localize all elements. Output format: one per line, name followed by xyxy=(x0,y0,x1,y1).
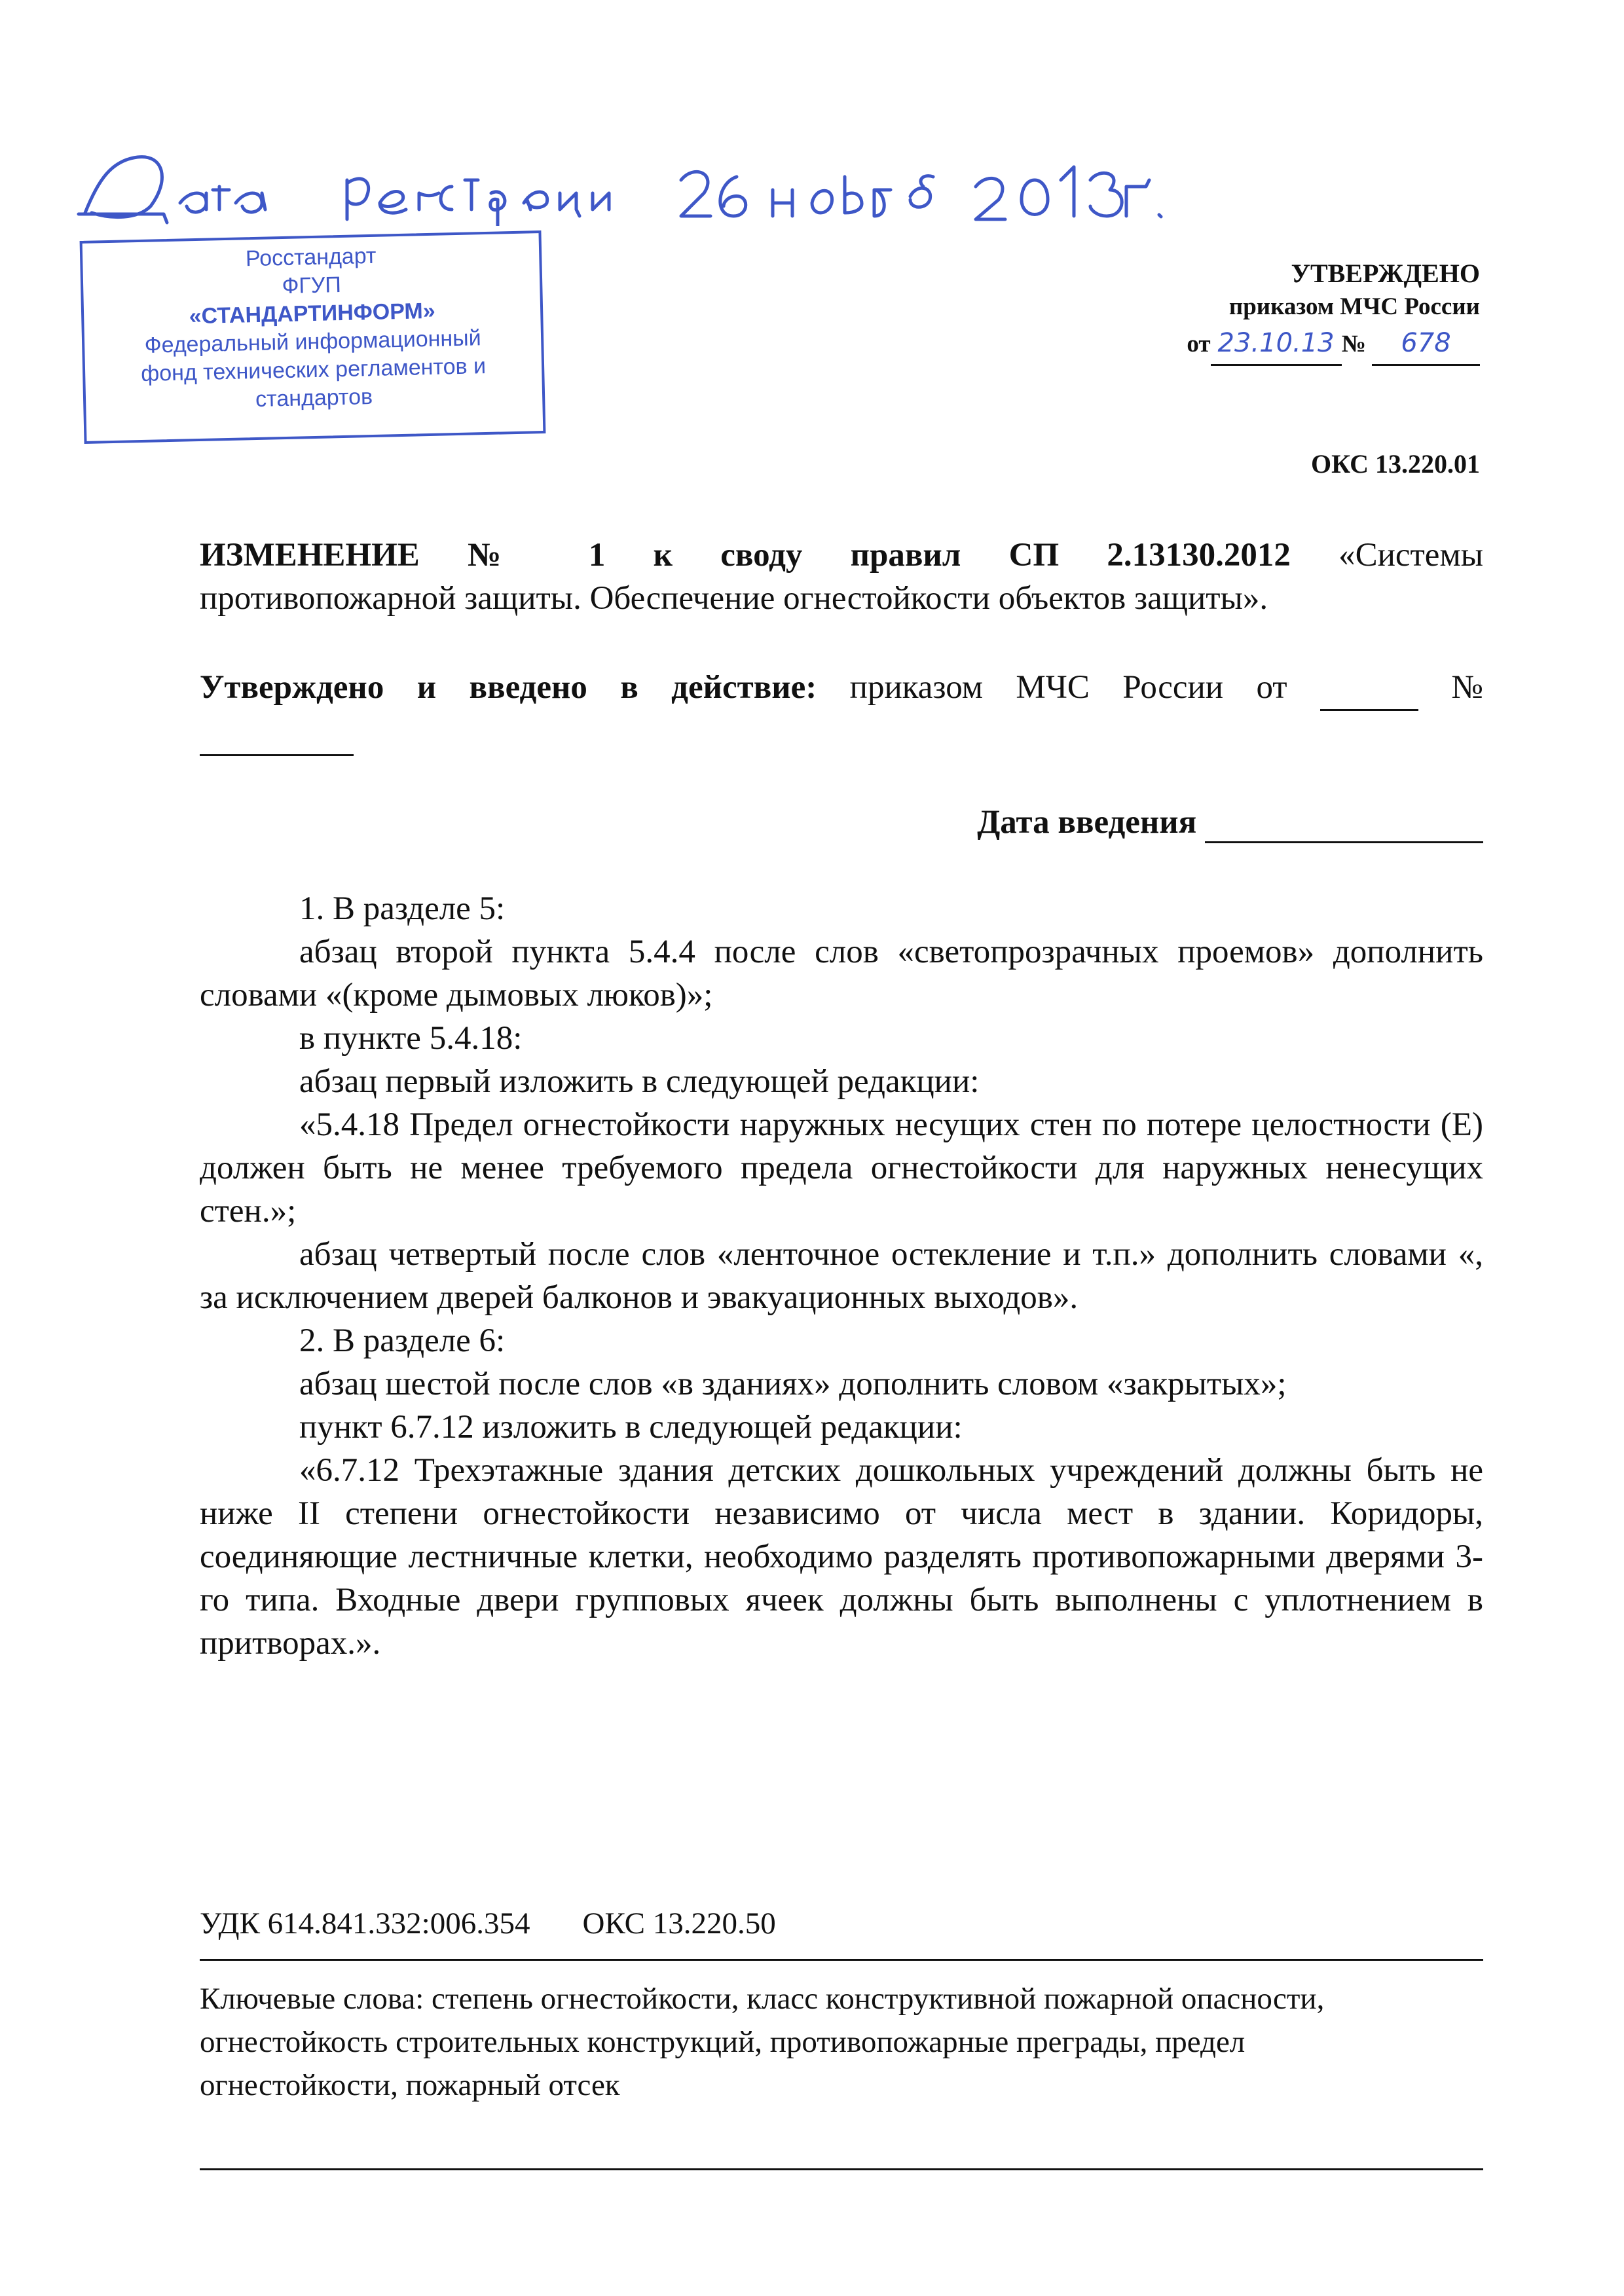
stamp-line: фонд технических регламентов и xyxy=(140,354,487,386)
title-bold: ИЗМЕНЕНИЕ № 1 к своду правил СП 2.13130.2012 xyxy=(200,537,1291,574)
classification-codes xyxy=(200,1906,1483,1941)
from-label: от xyxy=(1187,331,1211,357)
approved-heading: УТВЕРЖДЕНО xyxy=(1291,259,1480,288)
introduction-date-label: Дата введения xyxy=(977,804,1197,841)
approval-date: 23.10.13 xyxy=(1217,328,1335,358)
approved-introduced-label: Утверждено и введено в действие: xyxy=(200,669,817,706)
body-paragraph: абзац первый изложить в следующей редакции: xyxy=(299,1063,980,1100)
body-paragraph: в пункте 5.4.18: xyxy=(299,1020,523,1057)
handwritten-registration-note xyxy=(72,141,1185,226)
keywords: Ключевые слова: степень огнестойкости, класс конструктивной пожарной опасности, огнестойкость строительных конструкций, противопожарные преграды, предел огнестойкости, пожарный отсек xyxy=(200,1982,1325,2102)
stamp-line: стандартов xyxy=(255,384,373,412)
approved-introduced-line xyxy=(200,666,1483,756)
body-paragraph: пункт 6.7.12 изложить в следующей редакции: xyxy=(299,1409,963,1446)
title-line-1 xyxy=(200,534,1483,577)
body-paragraph: абзац второй пункта 5.4.4 после слов «светопрозрачных проемов» дополнить словами «(кроме дымовых люков)»; xyxy=(200,934,1483,1013)
title-rest: «Системы xyxy=(1338,537,1483,574)
body-paragraph: абзац шестой после слов «в зданиях» дополнить словом «закрытых»; xyxy=(299,1366,1287,1402)
document-title xyxy=(200,534,1483,620)
oks-code-top: ОКС 13.220.01 xyxy=(1310,449,1480,479)
blank-intro-date-field xyxy=(1205,803,1483,843)
blank-date-field xyxy=(1320,666,1418,711)
divider-line xyxy=(200,2168,1483,2170)
stamp-line: «СТАНДАРТИНФОРМ» xyxy=(189,298,436,329)
number-sign: № xyxy=(1451,669,1484,706)
body-paragraph: 1. В разделе 5: xyxy=(299,890,506,927)
rosstandart-stamp xyxy=(80,230,546,444)
udk-code: УДК 614.841.332:006.354 xyxy=(200,1906,530,1941)
blank-number-field xyxy=(200,711,354,756)
body-paragraph: абзац четвертый после слов «ленточное остекление и т.п.» дополнить словами «, за исключением дверей балконов и эвакуационных выходов». xyxy=(200,1236,1483,1316)
body-paragraph: «5.4.18 Предел огнестойкости наружных несущих стен по потере целостности (Е) должен быть не менее требуемого предела огнестойкости для наружных ненесущих стен.»; xyxy=(200,1106,1483,1230)
number-label: № xyxy=(1341,331,1366,357)
stamp-line: Росстандарт xyxy=(245,243,377,272)
approved-introduced-text: приказом МЧС России от xyxy=(849,669,1287,706)
approval-block xyxy=(1061,257,1480,364)
stamp-line: ФГУП xyxy=(282,272,342,299)
body-paragraph: 2. В разделе 6: xyxy=(299,1322,506,1359)
approval-number: 678 xyxy=(1401,328,1451,358)
introduction-date xyxy=(923,803,1483,843)
stamp-line: Федеральный информационный xyxy=(144,325,482,358)
document-body xyxy=(200,887,1483,1665)
approval-date-number xyxy=(1061,323,1480,364)
oks-code-bottom: ОКС 13.220.50 xyxy=(582,1906,776,1941)
title-line-2: противопожарной защиты. Обеспечение огнестойкости объектов защиты». xyxy=(200,580,1268,617)
divider-line xyxy=(200,1959,1483,1961)
body-paragraph: «6.7.12 Трехэтажные здания детских дошкольных учреждений должны быть не ниже II степени огнестойкости независимо от числа мест в здании. Коридоры, соединяющие лестничные клетки, необходимо разделять противопожарными дверями 3-го типа. Входные двери групповых ячеек должны быть выполнены с уплотнением в притворах.». xyxy=(200,1452,1483,1662)
approved-by-order: приказом МЧС России xyxy=(1228,293,1480,320)
